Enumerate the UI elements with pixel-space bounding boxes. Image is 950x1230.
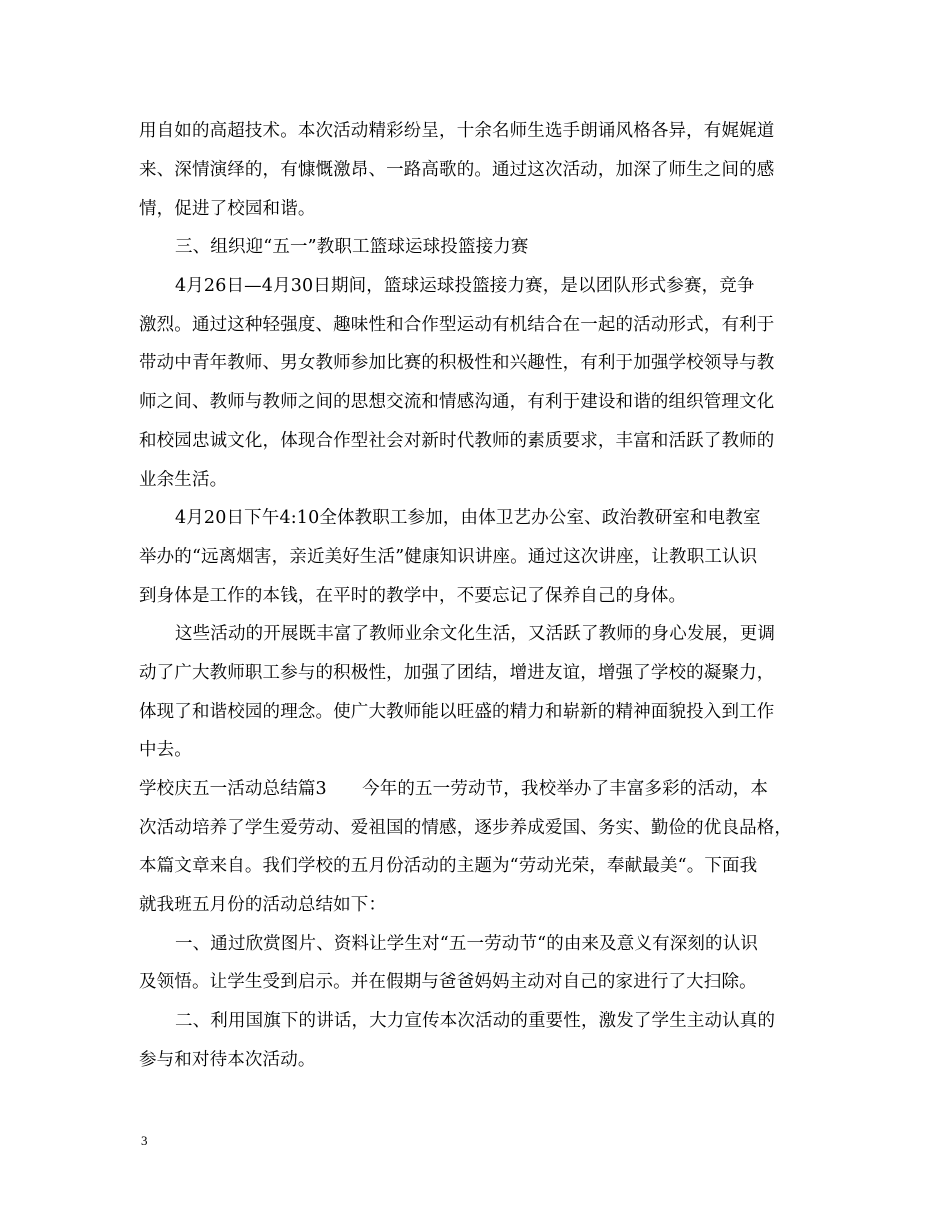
text-line: 就我班五月份的活动总结如下： (139, 895, 387, 915)
text-line: 用自如的高超技术。本次活动精彩纷呈，十余名师生选手朗诵风格各异，有娓娓道 (139, 121, 775, 141)
text-line: 举办的“远离烟害，亲近美好生活”健康知识讲座。通过这次讲座，让教职工认识 (139, 547, 758, 567)
text-line: 带动中青年教师、男女教师参加比赛的积极性和兴趣性，有利于加强学校领导与教 (139, 353, 775, 373)
text-line: 中去。 (139, 740, 192, 760)
text-line: 到身体是工作的本钱，在平时的教学中，不要忘记了保养自己的身体。 (139, 586, 687, 606)
text-line: 4月20日下午4:10全体教职工参加，由体卫艺办公室、政治教研室和电教室 (175, 508, 761, 528)
text-line: 师之间、教师与教师之间的思想交流和情感沟通，有利于建设和谐的组织管理文化 (139, 392, 775, 412)
text-line: 参与和对待本次活动。 (139, 1050, 316, 1070)
text-line: 激烈。通过这种轻强度、趣味性和合作型运动有机结合在一起的活动形式，有利于 (139, 315, 775, 335)
text-line: 情，促进了校园和谐。 (139, 199, 316, 219)
text-line: 4月26日—4月30日期间，篮球运球投篮接力赛，是以团队形式参赛，竞争 (175, 276, 755, 296)
article-title-line: 学校庆五一活动总结篇3 今年的五一劳动节，我校举办了丰富多彩的活动，本 (139, 779, 769, 799)
text-line: 和校园忠诚文化，体现合作型社会对新时代教师的素质要求，丰富和活跃了教师的 (139, 431, 775, 451)
text-line: 这些活动的开展既丰富了教师业余文化生活，又活跃了教师的身心发展，更调 (175, 624, 776, 644)
page-number: 3 (141, 1133, 148, 1148)
text-line: 业余生活。 (139, 470, 228, 490)
text-line: 一、通过欣赏图片、资料让学生对“五一劳动节“的由来及意义有深刻的认识 (175, 934, 758, 954)
text-line: 次活动培养了学生爱劳动、爱祖国的情感，逐步养成爱国、务实、勤俭的优良品格， (139, 818, 793, 838)
text-line: 及领悟。让学生受到启示。并在假期与爸爸妈妈主动对自己的家进行了大扫除。 (139, 972, 757, 992)
section-heading: 三、组织迎“五一”教职工篮球运球投篮接力赛 (175, 237, 529, 257)
text-line: 动了广大教师职工参与的积极性，加强了团结，增进友谊，增强了学校的凝聚力， (139, 663, 775, 683)
text-line: 体现了和谐校园的理念。使广大教师能以旺盛的精力和崭新的精神面貌投入到工作 (139, 702, 775, 722)
text-line: 本篇文章来自。我们学校的五月份活动的主题为“劳动光荣，奉献最美“。下面我 (139, 856, 758, 876)
text-line: 二、利用国旗下的讲话，大力宣传本次活动的重要性，激发了学生主动认真的 (175, 1011, 776, 1031)
text-line: 来、深情演绎的，有慷慨激昂、一路高歌的。通过这次活动，加深了师生之间的感 (139, 160, 775, 180)
